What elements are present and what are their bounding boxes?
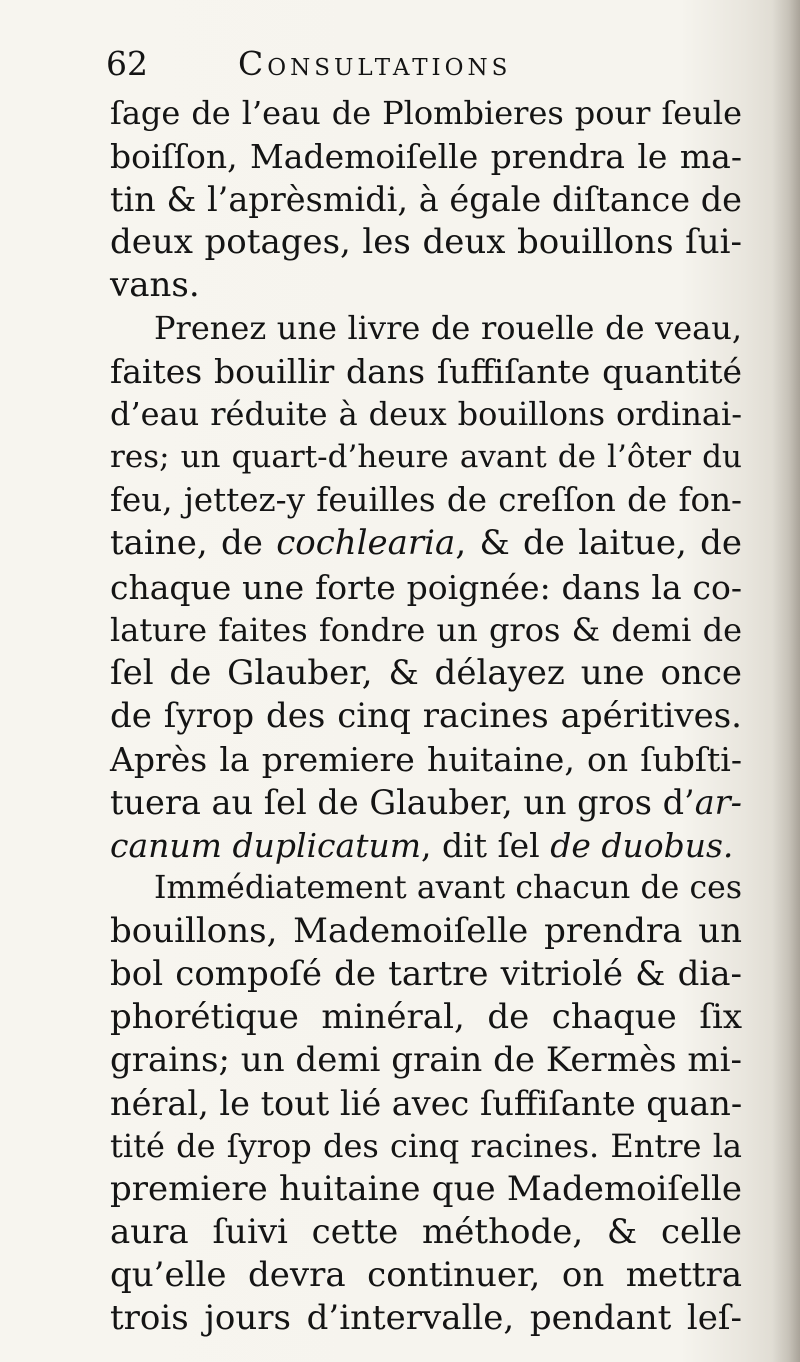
text-line: vans. — [110, 265, 200, 306]
page-gutter-shadow — [772, 0, 800, 1362]
text-line: res; un quart-d’heure avant de l’ôter du — [110, 439, 742, 476]
text-line: Prenez une livre de rouelle de veau, — [154, 309, 742, 348]
text-line: lature faites fondre un gros & demi de — [110, 610, 742, 649]
text-line: bol compoſé de tartre vitriolé & dia- — [110, 953, 742, 994]
text-line: aura ſuivi cette méthode, & celle — [110, 1212, 742, 1253]
text-line: néral, le tout lié avec ſuffiſante quan- — [110, 1084, 743, 1124]
text-line: d’eau réduite à deux bouillons ordinai- — [110, 395, 742, 434]
text-line: ſel de Glauber, & délayez une once — [110, 652, 742, 693]
text-line: feu, jettez-y feuilles de creſſon de fon- — [110, 481, 742, 520]
text-line: tin & l’aprèsmidi, à égale diſtance de — [110, 180, 742, 220]
text-line: grains; un demi grain de Kermès mi- — [110, 1040, 742, 1081]
text-line: bouillons, Mademoiſelle prendra un — [110, 910, 742, 951]
page-header — [106, 36, 742, 92]
page-number: 62 — [106, 44, 148, 83]
text-line: tuera au ſel de Glauber, un gros d’ar- — [110, 782, 742, 822]
text-line: faites bouillir dans ſuffiſante quantité — [110, 352, 742, 392]
text-line: taine, de cochlearia, & de laitue, de — [110, 523, 742, 564]
text-line: qu’elle devra continuer, on mettra — [110, 1255, 742, 1296]
text-line: premiere huitaine que Mademoiſelle — [110, 1169, 742, 1210]
text-line: ſage de l’eau de Plombieres pour ſeule — [110, 94, 742, 132]
text-line: chaque une forte poignée: dans la co- — [110, 567, 742, 607]
running-head: Consultations — [238, 44, 512, 83]
text-line: trois jours d’intervalle, pendant leſ- — [110, 1298, 742, 1339]
page-text-block — [106, 36, 743, 1340]
text-line: Immédiatement avant chacun de ces — [154, 869, 742, 906]
text-line: boiſſon, Mademoiſelle prendra le ma- — [110, 137, 742, 177]
text-line: canum duplicatum, dit ſel de duobus. — [110, 825, 734, 865]
text-line: phorétique minéral, de chaque ſix — [110, 996, 742, 1037]
text-line: Après la premiere huitaine, on ſubſti- — [110, 739, 742, 779]
text-line: tité de ſyrop des cinq racines. Entre la — [110, 1127, 742, 1166]
text-line: de ſyrop des cinq racines apéritives. — [110, 695, 742, 736]
text-line: deux potages, les deux bouillons ſui- — [110, 222, 742, 263]
